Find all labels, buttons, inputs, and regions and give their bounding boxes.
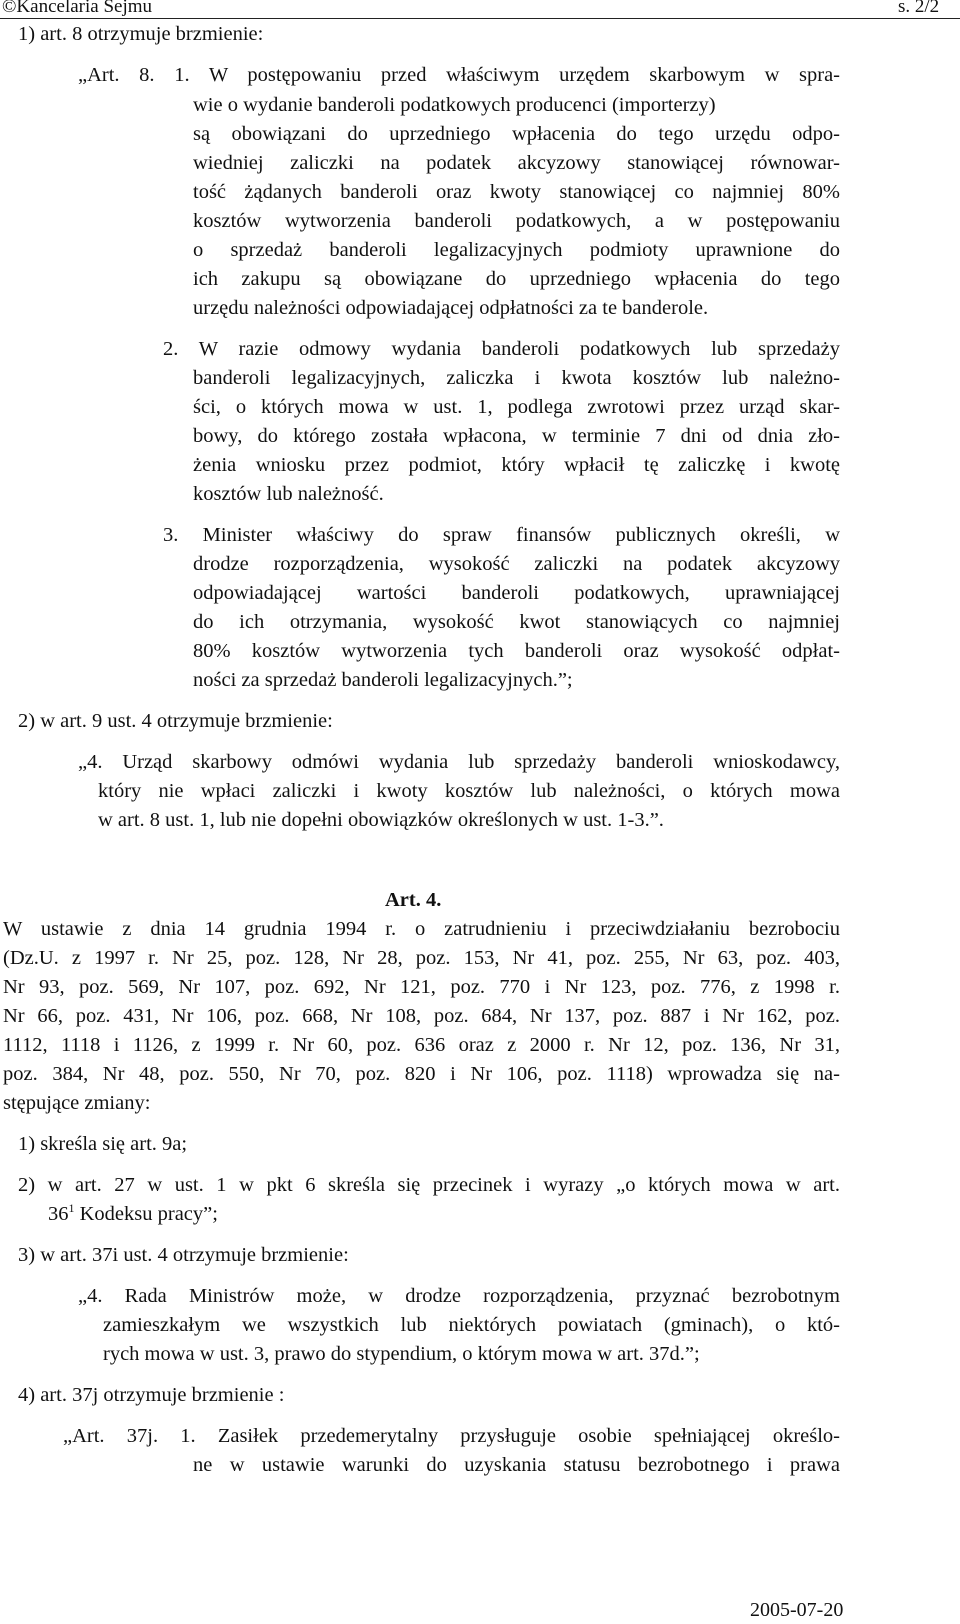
header-source: ©Kancelaria Sejmu bbox=[2, 0, 153, 17]
article-4-body-line: Nr 93, poz. 569, Nr 107, poz. 692, Nr 121, poz. 770 i Nr 123, poz. 776, z 1998 r. bbox=[3, 976, 840, 998]
art9-ust4-line: „4. Urząd skarbowy odmówi wydania lub sprzedaży banderoli wnioskodawcy, bbox=[78, 751, 840, 773]
article-ref-superscript: 1 bbox=[68, 1201, 75, 1215]
art9-ust4-line: który nie wpłaci zaliczki i kwoty kosztów lub należności, o których mowa bbox=[98, 780, 840, 802]
article-4-body-line: poz. 384, Nr 48, poz. 550, Nr 70, poz. 820 i Nr 106, poz. 1118) wprowadza się na- bbox=[3, 1063, 840, 1085]
art8-ust3-line: drodze rozporządzenia, wysokość zaliczki na podatek akcyzowy bbox=[193, 553, 840, 575]
art8-ust1-line: wie o wydanie banderoli podatkowych producenci (importerzy) bbox=[193, 94, 716, 116]
art8-ust1-line: o sprzedaż banderoli legalizacyjnych podmioty uprawnione do bbox=[193, 239, 840, 261]
art8-ust2-line: 2. W razie odmowy wydania banderoli podatkowych lub sprzedaży bbox=[163, 338, 840, 360]
art4-item-1: 1) skreśla się art. 9a; bbox=[18, 1133, 188, 1155]
page-header bbox=[0, 0, 960, 20]
art9-ust4-line: w art. 8 ust. 1, lub nie dopełni obowiązków określonych w ust. 1-3.”. bbox=[98, 809, 664, 831]
art8-ust1-line: tość żądanych banderoli oraz kwoty stanowiącej co najmniej 80% bbox=[193, 181, 840, 203]
amendment-item-1: 1) art. 8 otrzymuje brzmienie: bbox=[18, 23, 264, 45]
header-page-number: s. 2/2 bbox=[898, 0, 940, 17]
art37i-ust4-line: zamieszkałym we wszystkich lub niektórych powiatach (gminach), o któ- bbox=[103, 1314, 840, 1336]
art8-ust3-line: ności za sprzedaż banderoli legalizacyjnych.”; bbox=[193, 669, 573, 691]
article-4-body-line: (Dz.U. z 1997 r. Nr 25, poz. 128, Nr 28, poz. 153, Nr 41, poz. 255, Nr 63, poz. 403, bbox=[3, 947, 840, 969]
art8-ust1-line: urzędu należności odpowiadającej odpłatności za te banderole. bbox=[193, 297, 709, 319]
art8-ust3-line: do ich otrzymania, wysokość kwot stanowiących co najmniej bbox=[193, 611, 840, 633]
art8-ust2-line: bowy, do którego została wpłacona, w terminie 7 dni od dnia zło- bbox=[193, 425, 840, 447]
article-4-heading: Art. 4. bbox=[385, 889, 442, 911]
art4-item-2-line: $36^1$ Kodeksu pracy”; bbox=[48, 1201, 218, 1225]
art8-ust3-line: 80% kosztów wytworzenia tych banderoli oraz wysokość odpłat- bbox=[193, 640, 840, 662]
footer-date: 2005-07-20 bbox=[750, 1599, 844, 1621]
art37i-ust4-line: „4. Rada Ministrów może, w drodze rozporządzenia, przyznać bezrobotnym bbox=[78, 1285, 840, 1307]
art4-item-3: 3) w art. 37i ust. 4 otrzymuje brzmienie: bbox=[18, 1244, 349, 1266]
art8-ust2-line: kosztów lub należność. bbox=[193, 483, 384, 505]
art8-ust3-line: 3. Minister właściwy do spraw finansów publicznych określi, w bbox=[163, 524, 840, 546]
art8-ust3-line: odpowiadającej wartości banderoli podatkowych, uprawniającej bbox=[193, 582, 840, 604]
art4-item-2-line: 2) w art. 27 w ust. 1 w pkt 6 skreśla się przecinek i wyrazy „o których mowa w art. bbox=[18, 1174, 840, 1196]
article-4-body-line: stępujące zmiany: bbox=[3, 1092, 151, 1114]
art8-ust1-line: kosztów wytworzenia banderoli podatkowych, a w postępowaniu bbox=[193, 210, 840, 232]
art37j-line: ne w ustawie warunki do uzyskania statusu bezrobotnego i prawa bbox=[193, 1454, 840, 1476]
art8-ust2-line: banderoli legalizacyjnych, zaliczka i kwota kosztów lub należno- bbox=[193, 367, 840, 389]
art8-ust2-line: żenia wniosku przez podmiot, który wpłacił tę zaliczkę i kwotę bbox=[193, 454, 840, 476]
article-4-body-line: 1112, 1118 i 1126, z 1999 r. Nr 60, poz. 636 oraz z 2000 r. Nr 12, poz. 136, Nr 31, bbox=[3, 1034, 840, 1056]
art8-ust1-line: „Art. 8. 1. W postępowaniu przed właściwym urzędem skarbowym w spra- bbox=[78, 64, 840, 86]
article-4-body-line: W ustawie z dnia 14 grudnia 1994 r. o zatrudnieniu i przeciwdziałaniu bezrobociu bbox=[3, 918, 840, 940]
art37j-line: „Art. 37j. 1. Zasiłek przedemerytalny przysługuje osobie spełniającej określo- bbox=[63, 1425, 840, 1447]
art8-ust2-line: ści, o których mowa w ust. 1, podlega zwrotowi przez urząd skar- bbox=[193, 396, 840, 418]
amendment-item-2: 2) w art. 9 ust. 4 otrzymuje brzmienie: bbox=[18, 710, 333, 732]
art4-item-4: 4) art. 37j otrzymuje brzmienie : bbox=[18, 1384, 285, 1406]
article-4-body-line: Nr 66, poz. 431, Nr 106, poz. 668, Nr 108, poz. 684, Nr 137, poz. 887 i Nr 162, poz. bbox=[3, 1005, 840, 1027]
header-rule bbox=[0, 18, 960, 19]
article-ref-number: 36 bbox=[48, 1203, 69, 1225]
art8-ust1-line: ich zakupu są obowiązane do uprzedniego wpłacenia do tego bbox=[193, 268, 840, 290]
art37i-ust4-line: rych mowa w ust. 3, prawo do stypendium, o którym mowa w art. 37d.”; bbox=[103, 1343, 700, 1365]
art8-ust1-line: wiedniej zaliczki na podatek akcyzowy stanowiącej równowar- bbox=[193, 152, 840, 174]
art8-ust1-line: są obowiązani do uprzedniego wpłacenia do tego urzędu odpo- bbox=[193, 123, 840, 145]
